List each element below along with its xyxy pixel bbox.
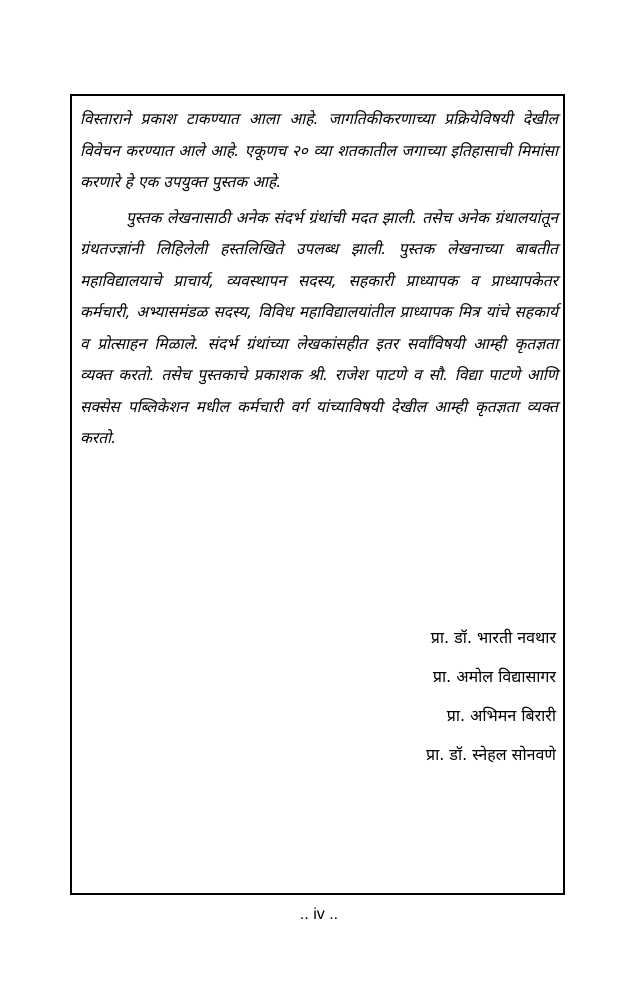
preface-body: [80, 104, 558, 455]
author-name: प्रा. अमोल विद्यासागर: [432, 667, 556, 686]
author-signatures: [426, 618, 556, 774]
author-name: प्रा. डॉ. स्नेहल सोनवणे: [425, 745, 556, 764]
author-name: प्रा. डॉ. भारती नवथार: [430, 628, 556, 647]
author-name: प्रा. अभिमन बिरारी: [446, 706, 556, 725]
paragraph-1: विस्ताराने प्रकाश टाकण्यात आला आहे. जागतिकीकरणाच्या प्रक्रियेविषयी देखील विवेचन करण्यात आले आहे. एकूणच २० व्या शतकातील जगाच्या इतिहासाची मिमांसा करणारे हे एक उपयुक्त पुस्तक आहे.: [80, 110, 558, 191]
page-number: .. iv ..: [299, 906, 339, 923]
paragraph-2: पुस्तक लेखनासाठी अनेक संदर्भ ग्रंथांची मदत झाली. तसेच अनेक ग्रंथालयांतून ग्रंथतज्ज्ञांनी लिहिलेली हस्तलिखिते उपलब्ध झाली. पुस्तक लेखनाच्या बाबतीत महाविद्यालयाचे प्राचार्य, व्यवस्थापन सदस्य, सहकारी प्राध्यापक व प्राध्यापकेतर कर्मचारी, अभ्यासमंडळ सदस्य, विविध महाविद्यालयांतील प्राध्यापक मित्र यांचे सहकार्य व प्रोत्साहन मिळाले. संदर्भ ग्रंथांच्या लेखकांसहीत इतर सर्वांविषयी आम्ही कृतज्ञता व्यक्त करतो. तसेच पुस्तकाचे प्रकाशक श्री. राजेश पाटणे व सौ. विद्या पाटणे आणि सक्सेस पब्लिकेशन मधील कर्मचारी वर्ग यांच्याविषयी देखील आम्ही कृतज्ञता व्यक्त करतो.: [80, 208, 558, 447]
